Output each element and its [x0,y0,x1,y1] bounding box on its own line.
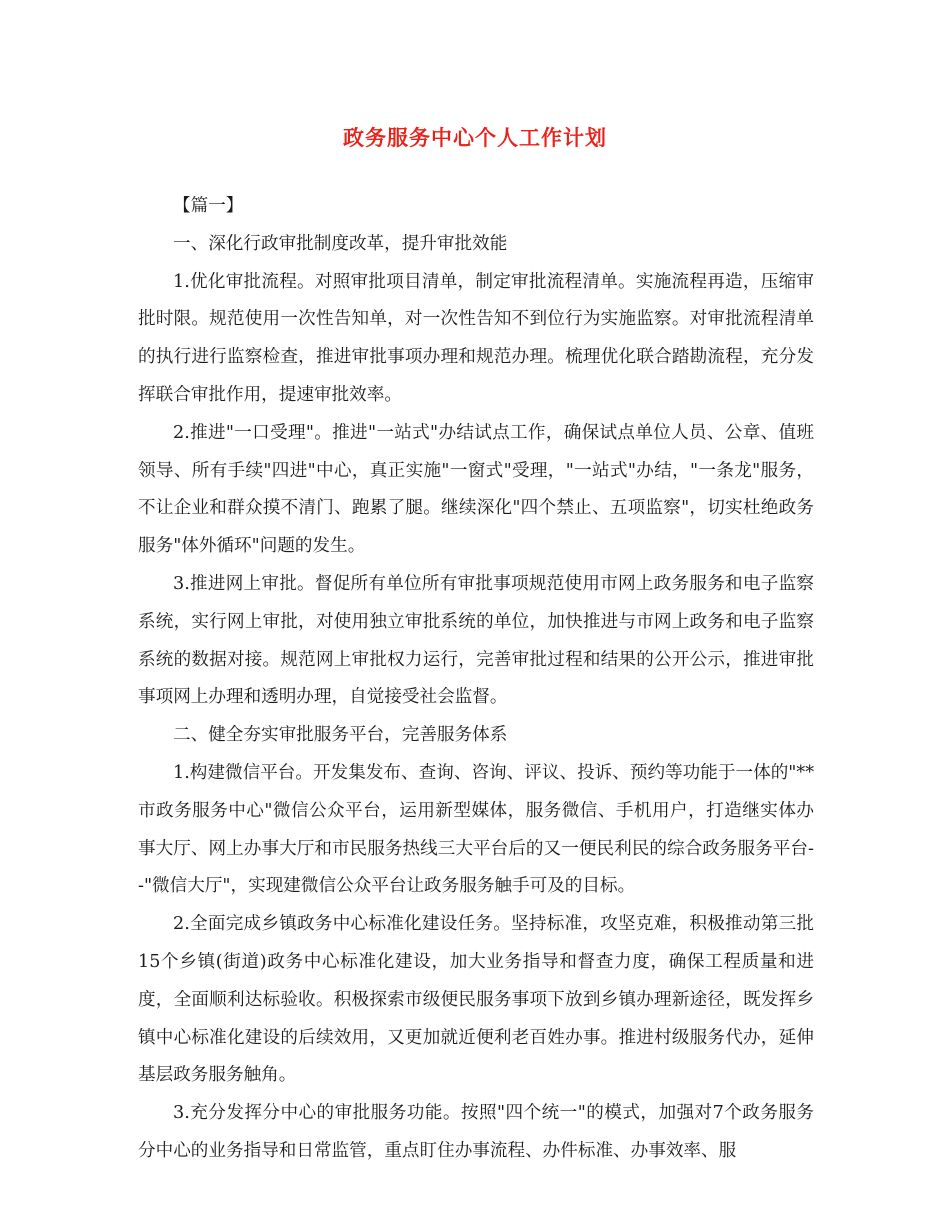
paragraph: 3.充分发挥分中心的审批服务功能。按照"四个统一"的模式，加强对7个政务服务分中心的业务指导和日常监管，重点盯住办事流程、办件标准、办事效率、服 [138,1103,814,1161]
paragraph: 3.推进网上审批。督促所有单位所有审批事项规范使用市网上政务服务和电子监察系统，实行网上审批，对使用独立审批系统的单位，加快推进与市网上政务和电子监察系统的数据对接。规范网上审批权力运行，完善审批过程和结果的公开公示，推进审批事项网上办理和透明办理，自觉接受社会监督。 [138,573,814,708]
section-label: 【篇一】 [173,196,244,216]
document-title: 政务服务中心个人工作计划 [343,126,607,150]
document-body [138,188,814,1171]
paragraph: 1.优化审批流程。对照审批项目清单，制定审批流程清单。实施流程再造，压缩审批时限。规范使用一次性告知单，对一次性告知不到位行为实施监察。对审批流程清单的执行进行监察检查，推进审批事项办理和规范办理。梳理优化联合踏勘流程，充分发挥联合审批作用，提速审批效率。 [138,271,814,405]
paragraph: 2.全面完成乡镇政务中心标准化建设任务。坚持标准，攻坚克难，积极推动第三批15个乡镇(街道)政务中心标准化建设，加大业务指导和督查力度，确保工程质量和进度，全面顺利达标验收。积极探索市级便民服务事项下放到乡镇办理新途径，既发挥乡镇中心标准化建设的后续效用，又更加就近便利老百姓办事。推进村级服务代办，延伸基层政务服务触角。 [138,914,814,1086]
section-heading-1: 一、深化行政审批制度改革，提升审批效能 [173,233,508,254]
paragraph: 1.构建微信平台。开发集发布、查询、咨询、评议、投诉、预约等功能于一体的"**市政务服务中心"微信公众平台，运用新型媒体，服务微信、手机用户，打造继实体办事大厅、网上办事大厅和市民服务热线三大平台后的又一便民利民的综合政务服务平台--"微信大厅"，实现建微信公众平台让政务服务触手可及的目标。 [138,762,814,897]
paragraph: 2.推进"一口受理"。推进"一站式"办结试点工作，确保试点单位人员、公章、值班领导、所有手续"四进"中心，真正实施"一窗式"受理，"一站式"办结，"一条龙"服务，不让企业和群众摸不清门、跑累了腿。继续深化"四个禁止、五项监察"，切实杜绝政务服务"体外循环"问题的发生。 [138,422,814,557]
section-heading-2: 二、健全夯实审批服务平台，完善服务体系 [173,725,508,746]
